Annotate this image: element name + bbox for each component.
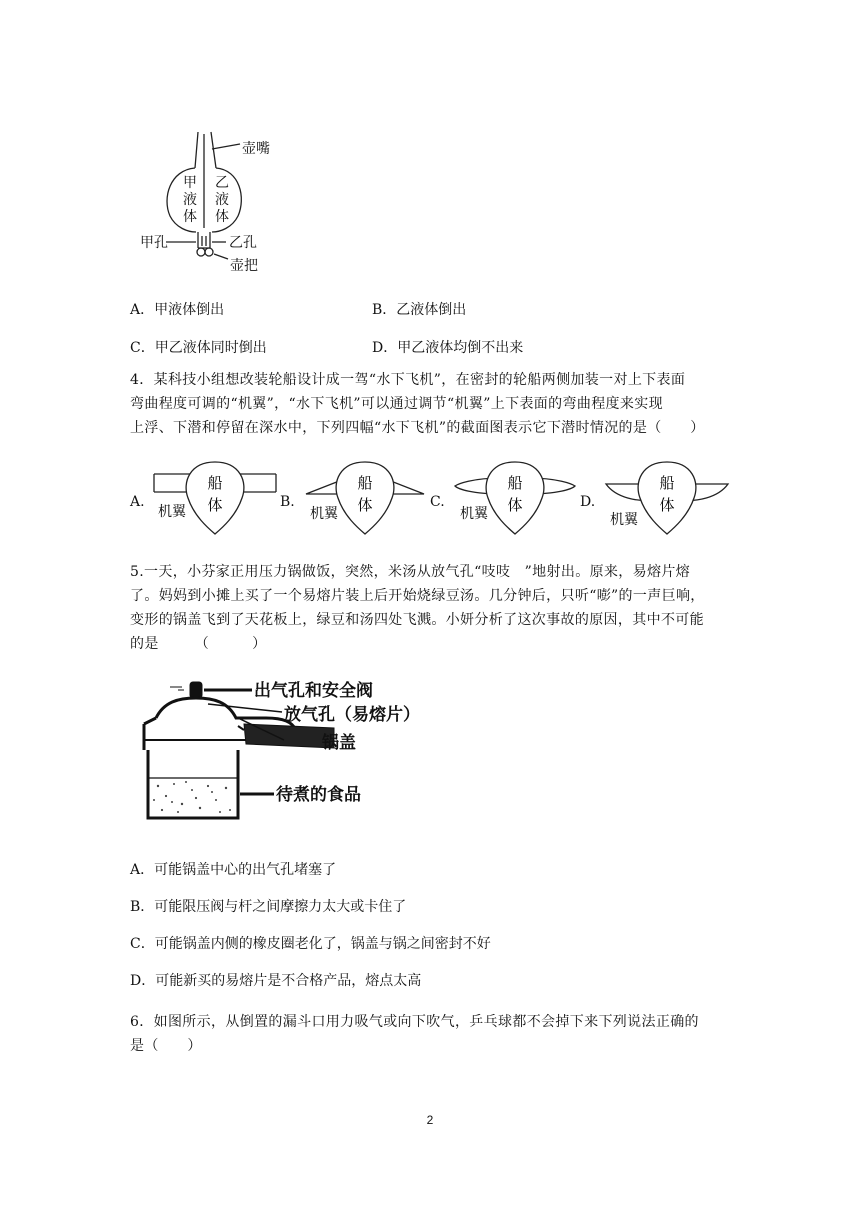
q6-line-1: 6．如图所示，从倒置的漏斗口用力吸气或向下吹气，乒乓球都不会掉下来下列说法正确的 [130,1014,699,1030]
q4-option-b-letter: B. [280,494,295,510]
q6-question [130,1010,730,1058]
q5-option-a[interactable]: A．可能锅盖中心的出气孔堵塞了 [130,862,337,878]
kettle-liquid-b-label-2: 液 [215,192,229,208]
kettle-liquid-b-label-3: 体 [215,209,229,225]
q3-option-a[interactable]: A．甲液体倒出 [130,302,225,318]
page-number: 2 [426,1113,434,1127]
q5-option-b[interactable]: B．可能限压阀与杆之间摩擦力太大或卡住了 [130,899,407,915]
cooker-lid-label: 锅盖 [322,733,356,753]
q4-option-a-figure [152,458,278,538]
q5-option-c[interactable]: C．可能锅盖内侧的橡皮圈老化了，锅盖与锅之间密封不好 [130,936,491,952]
q4-d-wing-label: 机翼 [610,512,638,528]
q4-option-d-letter: D. [580,494,596,510]
q4-option-c[interactable] [428,458,578,538]
q4-option-d[interactable] [578,458,738,538]
q5-line-1: 5.一天，小芬家正用压力锅做饭，突然，米汤从放气孔“吱吱 ”地射出。原来，易熔片熔 [130,564,691,580]
cooker-vent-label: 放气孔（易熔片） [284,705,420,725]
q4-b-wing-label: 机翼 [310,506,338,522]
kettle-handle-label: 壶把 [230,258,258,274]
q4-a-wing-label: 机翼 [158,504,186,520]
kettle-liquid-a-label-3: 体 [183,209,197,225]
q3-option-b[interactable]: B．乙液体倒出 [372,302,467,318]
q4-options-figures [128,458,738,538]
kettle-hole-a-label: 甲孔 [140,235,168,251]
q5-line-4: 的是 （ ） [130,636,267,652]
q4-option-a-letter: A. [130,494,145,510]
q4-option-c-figure [452,458,578,538]
kettle-hole-b-label: 乙孔 [229,235,257,251]
q4-line-2: 弯曲程度可调的“机翼”，“水下飞机”可以通过调节“机翼”上下表面的弯曲程度来实现 [130,396,663,412]
q4-question [130,368,730,440]
q4-line-3: 上浮、下潜和停留在深水中，下列四幅“水下飞机”的截面图表示它下潜时情况的是（ ） [130,420,705,436]
q5-line-3: 变形的锅盖飞到了天花板上，绿豆和汤四处飞溅。小妍分析了这次事故的原因，其中不可能 [130,612,704,628]
q3-option-c[interactable]: C．甲乙液体同时倒出 [130,340,267,356]
kettle-diagram [140,128,290,280]
kettle-spout-label: 壶嘴 [242,141,270,157]
kettle-liquid-a-label-1: 甲 [183,175,197,191]
q4-d-hull-top: 船 [659,474,675,492]
q4-b-hull-bottom: 体 [357,496,373,514]
q4-option-b-figure [302,458,428,538]
q4-a-hull-bottom: 体 [207,496,223,514]
q4-c-hull-bottom: 体 [507,496,523,514]
q6-line-2: 是（ ） [130,1038,202,1054]
q5-line-2: 了。妈妈到小摊上买了一个易熔片装上后开始烧绿豆汤。几分钟后，只听“嘭”的一声巨响， [130,588,705,604]
pressure-cooker-diagram [134,678,434,828]
q3-option-d[interactable]: D．甲乙液体均倒不出来 [372,340,524,356]
q4-option-c-letter: C. [430,494,445,510]
q5-question [130,560,730,656]
q4-c-wing-label: 机翼 [460,506,488,522]
cooker-food-label: 待煮的食品 [276,785,361,805]
kettle-liquid-a-label-2: 液 [183,192,197,208]
cooker-valve-label: 出气孔和安全阀 [254,681,373,701]
q4-option-b[interactable] [278,458,428,538]
q5-option-d[interactable]: D．可能新买的易熔片是不合格产品，熔点太高 [130,973,422,989]
q4-option-a[interactable] [128,458,278,538]
q4-a-hull-top: 船 [207,474,223,492]
kettle-liquid-b-label-1: 乙 [215,175,229,191]
q4-option-d-figure [602,458,732,538]
q4-line-1: 4．某科技小组想改装轮船设计成一驾“水下飞机”，在密封的轮船两侧加装一对上下表面 [130,372,686,388]
q4-c-hull-top: 船 [507,474,523,492]
q4-b-hull-top: 船 [357,474,373,492]
q4-d-hull-bottom: 体 [659,496,675,514]
